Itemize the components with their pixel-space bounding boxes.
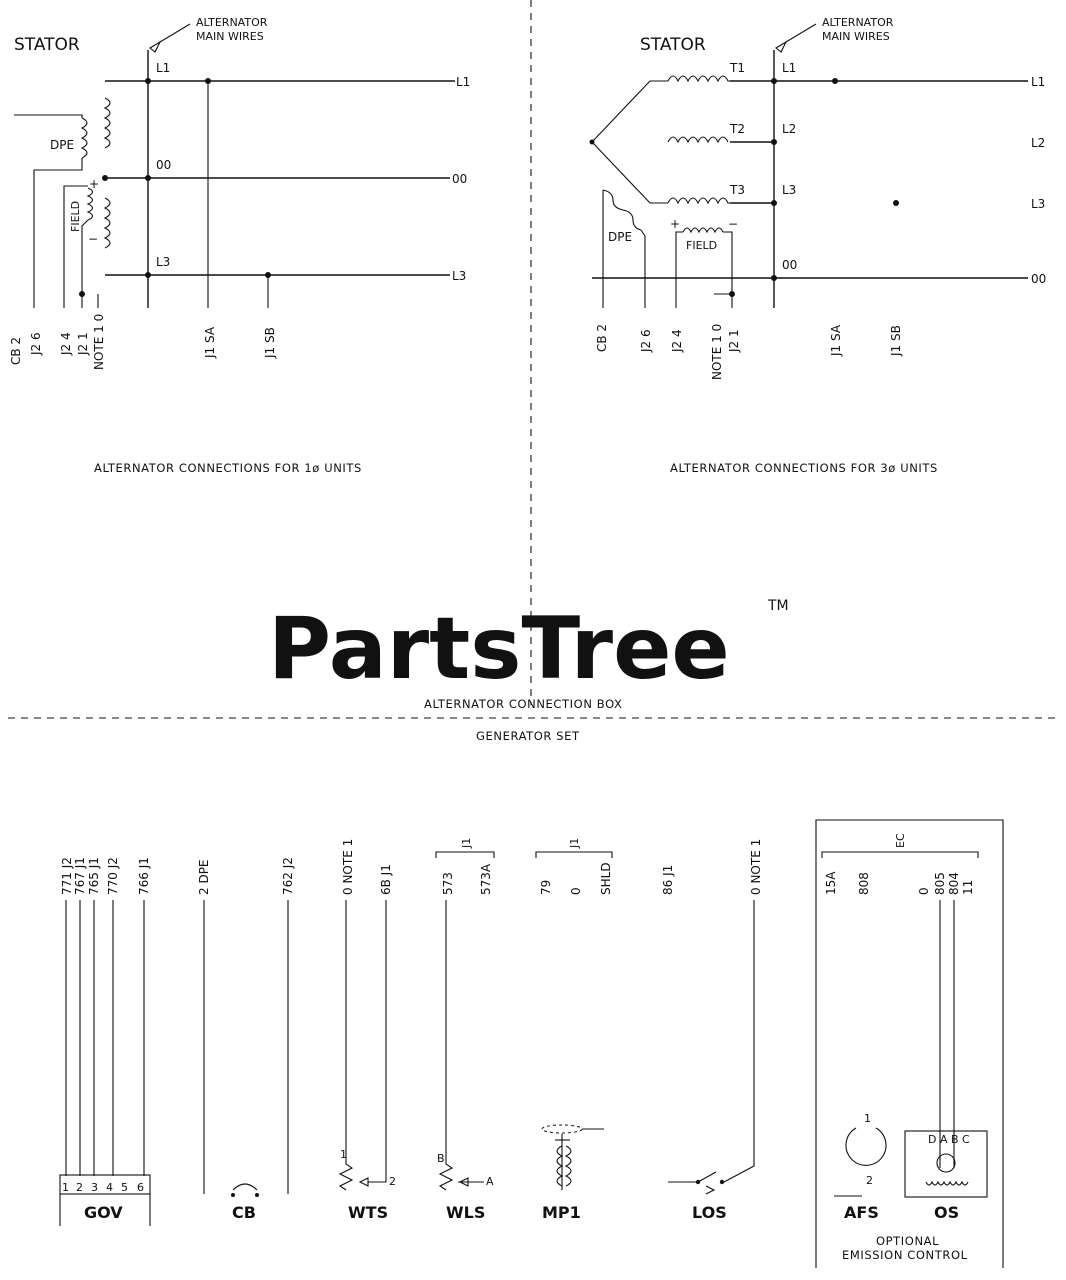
out-00: 00 [1031, 272, 1047, 286]
field-minus: − [728, 217, 739, 231]
gov-pin: 6 [137, 1181, 144, 1194]
los-wire-label: 0 NOTE 1 [749, 838, 763, 895]
wts-wire-label: 0 NOTE 1 [341, 838, 355, 895]
out-l3: L3 [1031, 197, 1046, 211]
t3-label: T3 [730, 183, 745, 197]
mp1-wire-label: 79 [539, 879, 553, 895]
component-wts [340, 839, 396, 1222]
main-wires-leader [786, 24, 816, 42]
field-plus: + [670, 217, 681, 231]
wts-wire-label: 6B J1 [379, 864, 393, 895]
junction [102, 175, 108, 181]
wire-label: J2 4 [670, 329, 684, 352]
gov-wire-label: 770 J2 [106, 857, 120, 895]
junction [771, 275, 777, 281]
mp1-label: MP1 [542, 1203, 581, 1222]
winding-t3 [668, 198, 730, 203]
out-l1: L1 [1031, 75, 1046, 89]
ec-wire-label: 805 [933, 872, 947, 895]
los-contact [720, 1180, 724, 1184]
generator-set-label: GENERATOR SET [476, 729, 580, 743]
field-label: FIELD [686, 239, 718, 252]
wire-label: J2 4 [59, 332, 73, 355]
main-wires-label-1: ALTERNATOR [196, 16, 268, 29]
node-l1: L1 [156, 61, 171, 75]
dpe-label: DPE [608, 230, 633, 244]
dpe-winding [82, 118, 87, 158]
main-wires-leader [160, 24, 190, 42]
field-winding [88, 188, 93, 220]
gov-pin: 3 [91, 1181, 98, 1194]
gov-wire-label: 771 J2 [60, 857, 74, 895]
out-00: 00 [452, 172, 468, 186]
junction [832, 78, 838, 84]
mp1-wire-label: SHLD [599, 862, 613, 895]
dpe-label: DPE [50, 138, 75, 152]
cb-breaker-symbol [233, 1184, 257, 1190]
component-mp1 [536, 838, 613, 1222]
ec-wire-label: 808 [857, 872, 871, 895]
node-l1: L1 [782, 61, 797, 75]
junction [590, 140, 595, 145]
junction [145, 272, 151, 278]
field-plus: + [89, 177, 100, 191]
os-pins: D A B C [928, 1133, 970, 1146]
los-actuator [706, 1186, 714, 1194]
dpe-lead [34, 158, 82, 308]
stator-winding-lower [105, 198, 110, 248]
main-wires-arrow [150, 42, 160, 52]
wts-pin: 2 [389, 1175, 396, 1188]
os-heater [926, 1182, 968, 1185]
junction [893, 200, 899, 206]
wire-label: J1 SB [263, 327, 277, 358]
ec-bracket [822, 852, 978, 858]
gov-pin: 1 [62, 1181, 69, 1194]
stator-winding-upper [105, 98, 110, 148]
cb-contact [231, 1193, 235, 1197]
mp1-j1: J1 [568, 837, 581, 848]
watermark: PartsTree [268, 599, 730, 699]
wts-pin: 1 [340, 1148, 347, 1161]
wire-label: CB 2 [595, 323, 609, 352]
wls-wire-label: 573A [479, 863, 493, 895]
out-l2: L2 [1031, 136, 1046, 150]
wls-pin-b: B [437, 1152, 445, 1165]
node-l2: L2 [782, 122, 797, 136]
wire-label: J2 1 [76, 332, 90, 355]
junction [145, 78, 151, 84]
t2-label: T2 [730, 122, 745, 136]
junction [771, 139, 777, 145]
wire-label: CB 2 [9, 336, 23, 365]
component-wls [436, 838, 494, 1222]
dpe-lead [14, 115, 82, 118]
node-l3: L3 [782, 183, 797, 197]
afs-label: AFS [844, 1203, 879, 1222]
node-l3: L3 [156, 255, 171, 269]
gov-wire-label: 767 J1 [73, 857, 87, 895]
field-lead [676, 232, 683, 308]
wire-label: NOTE 1 0 [710, 323, 724, 380]
component-emission-control [816, 820, 1003, 1268]
main-wires-label-1: ALTERNATOR [822, 16, 894, 29]
stator-title: STATOR [640, 35, 706, 55]
winding-t1 [668, 76, 730, 81]
los-wire [724, 900, 754, 1182]
caption-single-phase: ALTERNATOR CONNECTIONS FOR 1ø UNITS [94, 461, 362, 475]
mp1-shield [542, 1125, 582, 1133]
winding-t2 [668, 137, 728, 142]
ec-wire-label: 804 [947, 872, 961, 895]
ec-wire-label: 11 [961, 879, 975, 895]
field-winding [683, 228, 723, 232]
gov-label: GOV [84, 1203, 123, 1222]
wire-label: J1 SA [203, 326, 217, 358]
node-00: 00 [156, 158, 172, 172]
ec-caption-2: EMISSION CONTROL [842, 1248, 968, 1262]
panel-three-phase [590, 16, 1047, 475]
out-l1: L1 [456, 75, 471, 89]
component-los [661, 839, 763, 1222]
ec-caption-1: OPTIONAL [876, 1234, 940, 1248]
los-label: LOS [692, 1203, 727, 1222]
junction [771, 78, 777, 84]
afs-pin: 2 [866, 1174, 873, 1187]
ec-wire-label: 0 [917, 887, 931, 895]
gov-pin: 2 [76, 1181, 83, 1194]
wts-label: WTS [348, 1203, 389, 1222]
gov-wire-label: 766 J1 [137, 857, 151, 895]
junction [145, 175, 151, 181]
junction [771, 200, 777, 206]
field-label: FIELD [69, 200, 82, 232]
wls-j1: J1 [460, 837, 473, 848]
component-cb [197, 857, 295, 1222]
wls-label: WLS [446, 1203, 486, 1222]
wire-label: J2 6 [639, 329, 653, 352]
los-wire-label: 86 J1 [661, 864, 675, 895]
afs-symbol [846, 1128, 886, 1165]
wye-connection [592, 81, 668, 203]
wls-pin-a: A [486, 1175, 494, 1188]
caption-three-phase: ALTERNATOR CONNECTIONS FOR 3ø UNITS [670, 461, 938, 475]
gov-pin: 4 [106, 1181, 113, 1194]
ec-wire-label: 15A [824, 871, 838, 895]
field-minus: − [88, 232, 99, 246]
cb-wire-label: 2 DPE [197, 859, 211, 895]
main-wires-label-2: MAIN WIRES [822, 30, 890, 43]
cb-wire-label: 762 J2 [281, 857, 295, 895]
wire-label: J1 SA [829, 324, 843, 356]
dpe-winding [603, 190, 641, 230]
gov-pin: 5 [121, 1181, 128, 1194]
wts-arrow [360, 1178, 368, 1186]
node-00: 00 [782, 258, 798, 272]
wire-label: J2 1 [727, 329, 741, 352]
wire-label: J2 6 [29, 332, 43, 355]
mp1-bracket [536, 852, 612, 858]
os-label: OS [934, 1203, 960, 1222]
los-switch-arm [698, 1172, 716, 1182]
cb-label: CB [232, 1203, 256, 1222]
wts-sensor [340, 1158, 352, 1190]
dpe-lead [641, 230, 645, 308]
panel-single-phase [9, 16, 470, 475]
wts-wire [368, 900, 386, 1182]
main-wires-arrow [776, 42, 786, 52]
wls-wire-label: 573 [441, 872, 455, 895]
alternator-box-label: ALTERNATOR CONNECTION BOX [424, 697, 623, 711]
wire-label: J1 SB [889, 325, 903, 356]
mp1-coil [566, 1146, 571, 1186]
stator-title: STATOR [14, 35, 80, 55]
watermark-tm: TM [768, 598, 789, 614]
mp1-coil [557, 1146, 562, 1186]
afs-pin: 1 [864, 1112, 871, 1125]
ec-label: EC [894, 833, 907, 848]
mp1-wire-label: 0 [569, 887, 583, 895]
t1-label: T1 [730, 61, 745, 75]
wire-label: NOTE 1 0 [92, 313, 106, 370]
cb-contact [255, 1193, 259, 1197]
main-wires-label-2: MAIN WIRES [196, 30, 264, 43]
gov-wire-label: 765 J1 [87, 857, 101, 895]
wls-bracket [436, 852, 494, 858]
component-gov [60, 857, 151, 1226]
out-l3: L3 [452, 269, 467, 283]
